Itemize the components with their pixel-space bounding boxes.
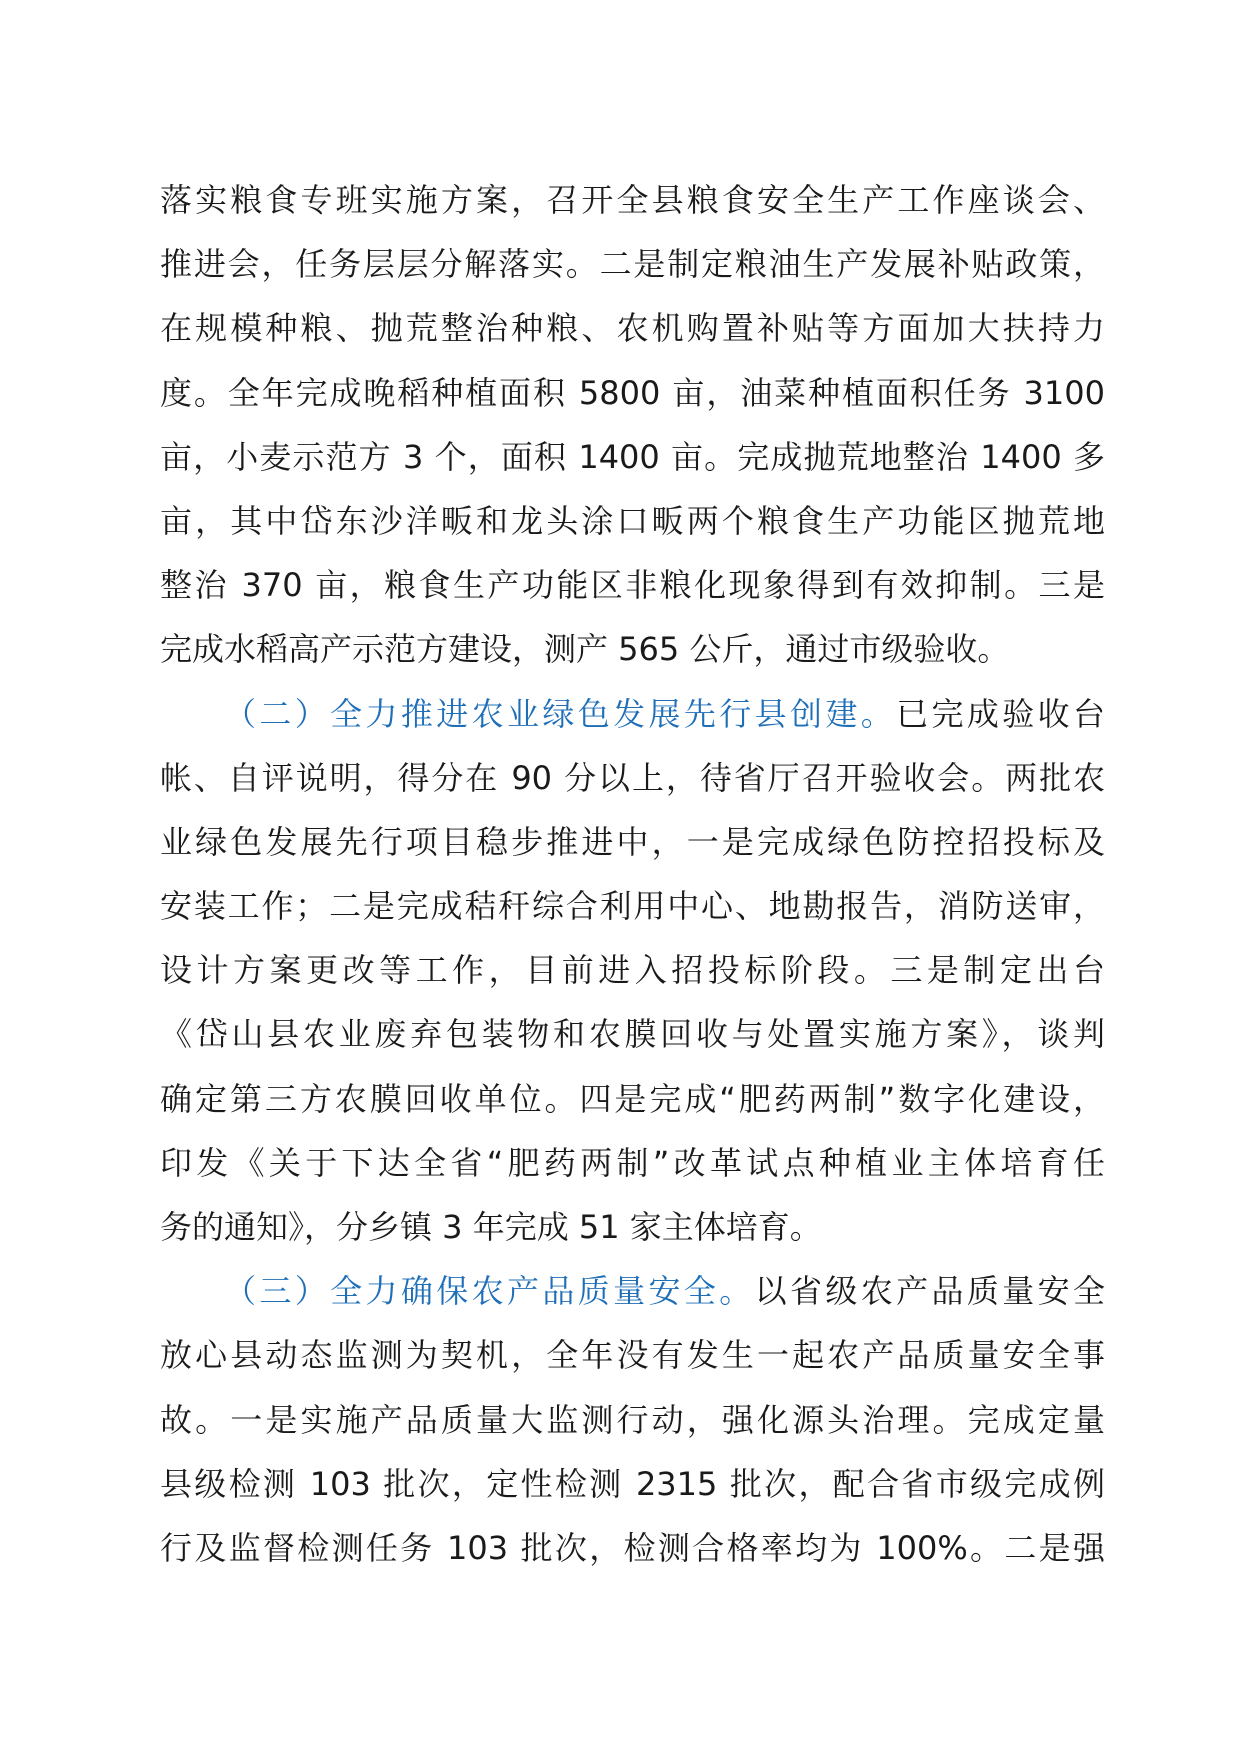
text-line: 《岱山县农业废弃包装物和农膜回收与处置实施方案》，谈判 <box>160 1015 1105 1054</box>
text-line: 印发《关于下达全省“肥药两制”改革试点种植业主体培育任 <box>160 1143 1105 1182</box>
section-heading: （三）全力确保农产品质量安全。 <box>224 1272 755 1311</box>
text-line: 推进会，任务层层分解落实。二是制定粮油生产发展补贴政策， <box>160 245 1105 284</box>
text-line: 帐、自评说明，得分在 90 分以上，待省厅召开验收会。两批农 <box>160 758 1105 797</box>
text-line: 设计方案更改等工作，目前进入招投标阶段。三是制定出台 <box>160 951 1105 990</box>
text-line: 务的通知》，分乡镇 3 年完成 51 家主体培育。 <box>160 1208 822 1246</box>
text-line: 放心县动态监测为契机，全年没有发生一起农产品质量安全事 <box>160 1336 1105 1375</box>
document-page <box>160 168 1105 1580</box>
text-run: 以省级农产品质量安全 <box>754 1272 1105 1311</box>
text-line: 县级检测 103 批次，定性检测 2315 批次，配合省市级完成例 <box>160 1464 1105 1503</box>
paragraph-first-line <box>160 1259 1105 1323</box>
text-line: 落实粮食专班实施方案，召开全县粮食安全生产工作座谈会、 <box>160 181 1105 219</box>
text-line: 确定第三方农膜回收单位。四是完成“肥药两制”数字化建设， <box>160 1079 1105 1118</box>
text-line: 行及监督检测任务 103 批次，检测合格率均为 100%。二是强 <box>160 1528 1105 1567</box>
paragraph-first-line <box>160 682 1105 746</box>
text-line: 在规模种粮、抛荒整治种粮、农机购置补贴等方面加大扶持力 <box>160 309 1105 348</box>
text-line: 业绿色发展先行项目稳步推进中，一是完成绿色防控招投标及 <box>160 822 1105 861</box>
text-line: 完成水稻高产示范方建设，测产 565 公斤，通过市级验收。 <box>160 630 1010 669</box>
text-line: 亩，小麦示范方 3 个，面积 1400 亩。完成抛荒地整治 1400 多 <box>160 437 1105 476</box>
text-line: 整治 370 亩，粮食生产功能区非粮化现象得到有效抑制。三是 <box>160 566 1105 605</box>
text-line: 亩，其中岱东沙洋畈和龙头涂口畈两个粮食生产功能区抛荒地 <box>160 501 1105 540</box>
text-line: 故。一是实施产品质量大监测行动，强化源头治理。完成定量 <box>160 1400 1105 1439</box>
text-line: 度。全年完成晚稻种植面积 5800 亩，油菜种植面积任务 3100 <box>160 373 1105 412</box>
text-line: 安装工作；二是完成秸秆综合利用中心、地勘报告，消防送审， <box>160 887 1105 926</box>
paragraph-2 <box>160 682 1105 1260</box>
text-run: 已完成验收台 <box>896 694 1105 733</box>
section-heading: （二）全力推进农业绿色发展先行县创建。 <box>224 694 897 733</box>
paragraph-3 <box>160 1259 1105 1580</box>
paragraph-1 <box>160 168 1105 682</box>
